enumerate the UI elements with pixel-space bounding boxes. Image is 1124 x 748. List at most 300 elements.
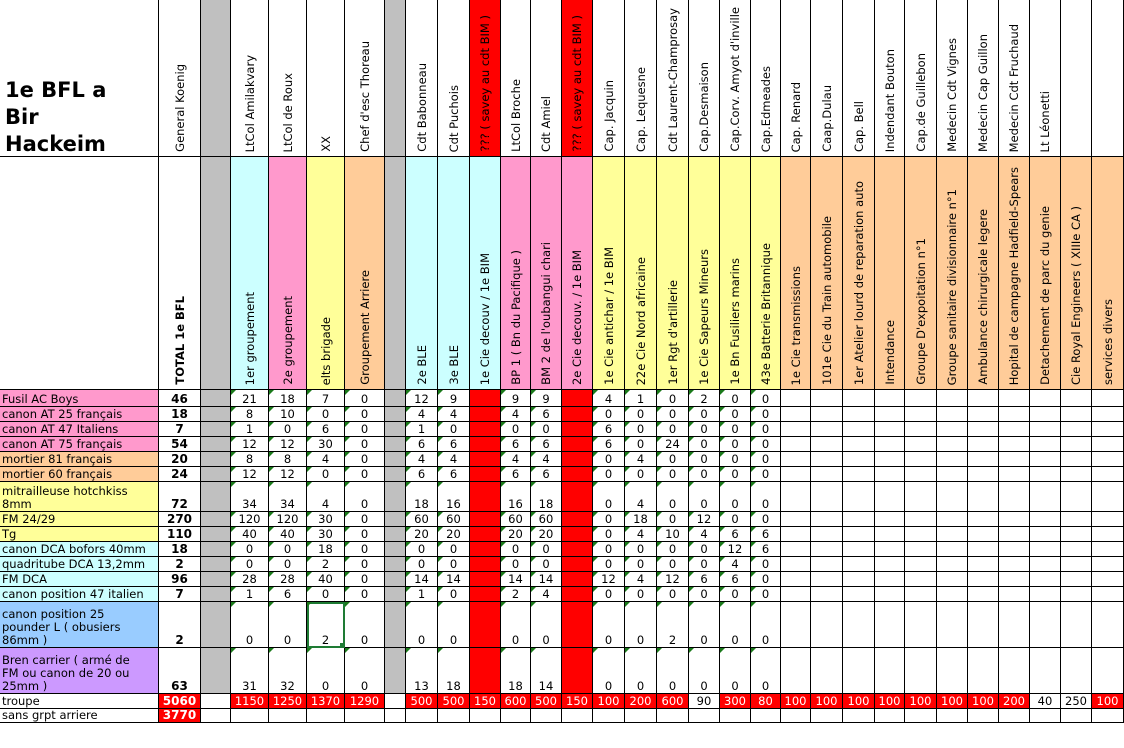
data-cell[interactable] (1061, 512, 1092, 527)
troupe-cell[interactable] (531, 694, 562, 709)
data-cell[interactable] (905, 572, 937, 587)
data-cell[interactable] (385, 390, 406, 407)
data-cell[interactable] (159, 602, 201, 648)
data-cell[interactable] (406, 587, 438, 602)
data-cell[interactable] (843, 648, 875, 694)
data-cell[interactable] (1061, 557, 1092, 572)
data-cell[interactable] (269, 482, 307, 512)
data-cell[interactable] (231, 512, 269, 527)
data-cell[interactable] (937, 557, 968, 572)
empty-cell[interactable] (345, 709, 385, 723)
data-cell[interactable] (689, 557, 720, 572)
troupe-cell[interactable] (720, 694, 751, 709)
data-cell[interactable] (968, 437, 999, 452)
data-cell[interactable] (406, 527, 438, 542)
data-cell[interactable] (201, 452, 231, 467)
data-cell[interactable] (159, 527, 201, 542)
data-cell[interactable] (937, 527, 968, 542)
troupe-cell[interactable] (406, 694, 438, 709)
empty-cell[interactable] (501, 709, 531, 723)
data-cell[interactable] (562, 572, 593, 587)
data-cell[interactable] (905, 527, 937, 542)
empty-cell[interactable] (625, 709, 657, 723)
data-cell[interactable] (531, 572, 562, 587)
data-cell[interactable] (657, 602, 689, 648)
empty-cell[interactable] (385, 709, 406, 723)
data-cell[interactable] (159, 422, 201, 437)
data-cell[interactable] (501, 557, 531, 572)
data-cell[interactable] (201, 390, 231, 407)
data-cell[interactable] (159, 482, 201, 512)
data-cell[interactable] (905, 602, 937, 648)
troupe-cell[interactable] (593, 694, 625, 709)
data-cell[interactable] (438, 482, 470, 512)
data-cell[interactable] (811, 452, 843, 467)
data-cell[interactable] (937, 422, 968, 437)
data-cell[interactable] (843, 407, 875, 422)
data-cell[interactable] (406, 602, 438, 648)
data-cell[interactable] (905, 437, 937, 452)
data-cell[interactable] (751, 587, 781, 602)
data-cell[interactable] (201, 602, 231, 648)
data-cell[interactable] (201, 572, 231, 587)
data-cell[interactable] (720, 572, 751, 587)
data-cell[interactable] (1092, 422, 1124, 437)
data-cell[interactable] (1061, 437, 1092, 452)
data-cell[interactable] (937, 602, 968, 648)
data-cell[interactable] (751, 648, 781, 694)
data-cell[interactable] (345, 437, 385, 452)
data-cell[interactable] (501, 437, 531, 452)
data-cell[interactable] (531, 512, 562, 527)
data-cell[interactable] (438, 437, 470, 452)
data-cell[interactable] (562, 390, 593, 407)
sans-cell[interactable] (159, 709, 201, 723)
data-cell[interactable] (657, 482, 689, 512)
data-cell[interactable] (345, 542, 385, 557)
data-cell[interactable] (720, 452, 751, 467)
data-cell[interactable] (999, 527, 1030, 542)
data-cell[interactable] (501, 512, 531, 527)
data-cell[interactable] (385, 602, 406, 648)
data-cell[interactable] (406, 437, 438, 452)
data-cell[interactable] (1030, 482, 1061, 512)
data-cell[interactable] (1061, 542, 1092, 557)
data-cell[interactable] (562, 482, 593, 512)
data-cell[interactable] (999, 390, 1030, 407)
data-cell[interactable] (937, 587, 968, 602)
troupe-cell[interactable] (1061, 694, 1092, 709)
data-cell[interactable] (1061, 587, 1092, 602)
data-cell[interactable] (231, 452, 269, 467)
data-cell[interactable] (781, 437, 811, 452)
data-cell[interactable] (751, 527, 781, 542)
data-cell[interactable] (781, 542, 811, 557)
data-cell[interactable] (781, 467, 811, 482)
data-cell[interactable] (593, 542, 625, 557)
data-cell[interactable] (843, 437, 875, 452)
data-cell[interactable] (593, 602, 625, 648)
empty-cell[interactable] (811, 709, 843, 723)
data-cell[interactable] (470, 390, 501, 407)
data-cell[interactable] (625, 482, 657, 512)
data-cell[interactable] (875, 648, 905, 694)
data-cell[interactable] (345, 587, 385, 602)
data-cell[interactable] (531, 648, 562, 694)
data-cell[interactable] (781, 390, 811, 407)
data-cell[interactable] (1092, 648, 1124, 694)
data-cell[interactable] (1061, 572, 1092, 587)
data-cell[interactable] (345, 482, 385, 512)
data-cell[interactable] (751, 452, 781, 467)
data-cell[interactable] (843, 482, 875, 512)
troupe-cell[interactable] (269, 694, 307, 709)
data-cell[interactable] (968, 527, 999, 542)
data-cell[interactable] (345, 557, 385, 572)
data-cell[interactable] (593, 527, 625, 542)
data-cell[interactable] (231, 572, 269, 587)
data-cell[interactable] (720, 390, 751, 407)
data-cell[interactable] (231, 542, 269, 557)
data-cell[interactable] (1061, 422, 1092, 437)
data-cell[interactable] (345, 512, 385, 527)
data-cell[interactable] (307, 602, 345, 648)
data-cell[interactable] (999, 512, 1030, 527)
data-cell[interactable] (307, 648, 345, 694)
empty-cell[interactable] (307, 709, 345, 723)
data-cell[interactable] (201, 587, 231, 602)
data-cell[interactable] (781, 482, 811, 512)
data-cell[interactable] (385, 542, 406, 557)
data-cell[interactable] (968, 542, 999, 557)
data-cell[interactable] (307, 467, 345, 482)
data-cell[interactable] (781, 587, 811, 602)
data-cell[interactable] (625, 587, 657, 602)
data-cell[interactable] (1092, 390, 1124, 407)
data-cell[interactable] (1030, 572, 1061, 587)
data-cell[interactable] (307, 587, 345, 602)
data-cell[interactable] (531, 557, 562, 572)
data-cell[interactable] (531, 390, 562, 407)
data-cell[interactable] (781, 407, 811, 422)
data-cell[interactable] (937, 542, 968, 557)
data-cell[interactable] (968, 557, 999, 572)
data-cell[interactable] (406, 512, 438, 527)
data-cell[interactable] (811, 602, 843, 648)
data-cell[interactable] (531, 602, 562, 648)
data-cell[interactable] (201, 648, 231, 694)
data-cell[interactable] (562, 587, 593, 602)
data-cell[interactable] (999, 602, 1030, 648)
data-cell[interactable] (999, 482, 1030, 512)
data-cell[interactable] (501, 587, 531, 602)
data-cell[interactable] (811, 587, 843, 602)
data-cell[interactable] (1092, 542, 1124, 557)
data-cell[interactable] (345, 602, 385, 648)
data-cell[interactable] (999, 572, 1030, 587)
data-cell[interactable] (307, 452, 345, 467)
data-cell[interactable] (385, 572, 406, 587)
data-cell[interactable] (811, 407, 843, 422)
data-cell[interactable] (307, 482, 345, 512)
data-cell[interactable] (406, 422, 438, 437)
data-cell[interactable] (406, 572, 438, 587)
troupe-cell[interactable] (1092, 694, 1124, 709)
data-cell[interactable] (501, 467, 531, 482)
data-cell[interactable] (751, 467, 781, 482)
data-cell[interactable] (751, 482, 781, 512)
data-cell[interactable] (1030, 437, 1061, 452)
data-cell[interactable] (269, 527, 307, 542)
data-cell[interactable] (937, 572, 968, 587)
data-cell[interactable] (231, 587, 269, 602)
data-cell[interactable] (231, 407, 269, 422)
data-cell[interactable] (720, 587, 751, 602)
data-cell[interactable] (751, 602, 781, 648)
data-cell[interactable] (811, 467, 843, 482)
data-cell[interactable] (657, 572, 689, 587)
data-cell[interactable] (269, 542, 307, 557)
data-cell[interactable] (657, 648, 689, 694)
data-cell[interactable] (307, 407, 345, 422)
data-cell[interactable] (159, 557, 201, 572)
data-cell[interactable] (531, 587, 562, 602)
data-cell[interactable] (201, 407, 231, 422)
data-cell[interactable] (720, 602, 751, 648)
data-cell[interactable] (625, 437, 657, 452)
data-cell[interactable] (625, 527, 657, 542)
data-cell[interactable] (625, 422, 657, 437)
empty-cell[interactable] (201, 709, 231, 723)
data-cell[interactable] (269, 407, 307, 422)
data-cell[interactable] (999, 452, 1030, 467)
data-cell[interactable] (593, 572, 625, 587)
data-cell[interactable] (470, 482, 501, 512)
data-cell[interactable] (593, 390, 625, 407)
empty-cell[interactable] (968, 709, 999, 723)
data-cell[interactable] (345, 452, 385, 467)
empty-cell[interactable] (905, 709, 937, 723)
data-cell[interactable] (269, 390, 307, 407)
data-cell[interactable] (657, 437, 689, 452)
data-cell[interactable] (875, 452, 905, 467)
data-cell[interactable] (470, 512, 501, 527)
data-cell[interactable] (201, 467, 231, 482)
data-cell[interactable] (843, 452, 875, 467)
troupe-cell[interactable] (345, 694, 385, 709)
data-cell[interactable] (385, 527, 406, 542)
troupe-cell[interactable] (201, 694, 231, 709)
data-cell[interactable] (689, 587, 720, 602)
data-cell[interactable] (625, 512, 657, 527)
data-cell[interactable] (501, 602, 531, 648)
data-cell[interactable] (720, 437, 751, 452)
data-cell[interactable] (1030, 542, 1061, 557)
data-cell[interactable] (1030, 407, 1061, 422)
data-cell[interactable] (689, 452, 720, 467)
data-cell[interactable] (593, 648, 625, 694)
data-cell[interactable] (501, 422, 531, 437)
empty-cell[interactable] (875, 709, 905, 723)
data-cell[interactable] (231, 648, 269, 694)
data-cell[interactable] (385, 557, 406, 572)
data-cell[interactable] (875, 482, 905, 512)
data-cell[interactable] (438, 452, 470, 467)
data-cell[interactable] (406, 648, 438, 694)
data-cell[interactable] (720, 422, 751, 437)
data-cell[interactable] (689, 390, 720, 407)
data-cell[interactable] (968, 572, 999, 587)
data-cell[interactable] (999, 648, 1030, 694)
data-cell[interactable] (875, 527, 905, 542)
troupe-cell[interactable] (843, 694, 875, 709)
data-cell[interactable] (159, 437, 201, 452)
data-cell[interactable] (531, 482, 562, 512)
troupe-cell[interactable] (689, 694, 720, 709)
data-cell[interactable] (875, 390, 905, 407)
troupe-cell[interactable] (811, 694, 843, 709)
empty-cell[interactable] (720, 709, 751, 723)
data-cell[interactable] (689, 437, 720, 452)
data-cell[interactable] (905, 587, 937, 602)
data-cell[interactable] (231, 557, 269, 572)
data-cell[interactable] (625, 390, 657, 407)
data-cell[interactable] (875, 557, 905, 572)
data-cell[interactable] (999, 557, 1030, 572)
data-cell[interactable] (875, 602, 905, 648)
data-cell[interactable] (531, 452, 562, 467)
data-cell[interactable] (843, 557, 875, 572)
data-cell[interactable] (593, 482, 625, 512)
data-cell[interactable] (625, 557, 657, 572)
data-cell[interactable] (937, 407, 968, 422)
data-cell[interactable] (751, 437, 781, 452)
data-cell[interactable] (345, 527, 385, 542)
data-cell[interactable] (689, 482, 720, 512)
empty-cell[interactable] (689, 709, 720, 723)
data-cell[interactable] (345, 467, 385, 482)
data-cell[interactable] (1030, 648, 1061, 694)
data-cell[interactable] (593, 437, 625, 452)
data-cell[interactable] (843, 467, 875, 482)
data-cell[interactable] (968, 512, 999, 527)
data-cell[interactable] (1092, 587, 1124, 602)
data-cell[interactable] (269, 602, 307, 648)
data-cell[interactable] (307, 542, 345, 557)
data-cell[interactable] (1030, 557, 1061, 572)
data-cell[interactable] (905, 648, 937, 694)
data-cell[interactable] (438, 467, 470, 482)
data-cell[interactable] (269, 437, 307, 452)
data-cell[interactable] (470, 542, 501, 557)
data-cell[interactable] (937, 452, 968, 467)
data-cell[interactable] (937, 437, 968, 452)
data-cell[interactable] (999, 422, 1030, 437)
empty-cell[interactable] (231, 709, 269, 723)
data-cell[interactable] (531, 527, 562, 542)
data-cell[interactable] (562, 407, 593, 422)
empty-cell[interactable] (999, 709, 1030, 723)
data-cell[interactable] (231, 390, 269, 407)
data-cell[interactable] (751, 422, 781, 437)
data-cell[interactable] (625, 407, 657, 422)
data-cell[interactable] (159, 407, 201, 422)
data-cell[interactable] (811, 390, 843, 407)
data-cell[interactable] (1092, 602, 1124, 648)
data-cell[interactable] (406, 467, 438, 482)
data-cell[interactable] (385, 648, 406, 694)
data-cell[interactable] (501, 648, 531, 694)
data-cell[interactable] (1092, 452, 1124, 467)
empty-cell[interactable] (1061, 709, 1092, 723)
troupe-cell[interactable] (159, 694, 201, 709)
data-cell[interactable] (625, 542, 657, 557)
data-cell[interactable] (1030, 602, 1061, 648)
data-cell[interactable] (593, 452, 625, 467)
data-cell[interactable] (1061, 482, 1092, 512)
data-cell[interactable] (720, 482, 751, 512)
data-cell[interactable] (843, 587, 875, 602)
data-cell[interactable] (201, 542, 231, 557)
data-cell[interactable] (781, 557, 811, 572)
empty-cell[interactable] (1092, 709, 1124, 723)
data-cell[interactable] (438, 557, 470, 572)
data-cell[interactable] (937, 390, 968, 407)
data-cell[interactable] (159, 467, 201, 482)
data-cell[interactable] (1061, 407, 1092, 422)
data-cell[interactable] (689, 602, 720, 648)
troupe-cell[interactable] (307, 694, 345, 709)
data-cell[interactable] (438, 587, 470, 602)
data-cell[interactable] (593, 587, 625, 602)
data-cell[interactable] (501, 572, 531, 587)
data-cell[interactable] (1092, 557, 1124, 572)
data-cell[interactable] (1061, 648, 1092, 694)
troupe-cell[interactable] (501, 694, 531, 709)
data-cell[interactable] (689, 407, 720, 422)
data-cell[interactable] (307, 422, 345, 437)
data-cell[interactable] (531, 542, 562, 557)
troupe-cell[interactable] (968, 694, 999, 709)
data-cell[interactable] (625, 452, 657, 467)
data-cell[interactable] (751, 572, 781, 587)
data-cell[interactable] (937, 648, 968, 694)
data-cell[interactable] (657, 527, 689, 542)
data-cell[interactable] (159, 452, 201, 467)
troupe-cell[interactable] (385, 694, 406, 709)
data-cell[interactable] (811, 542, 843, 557)
data-cell[interactable] (1092, 437, 1124, 452)
data-cell[interactable] (593, 557, 625, 572)
data-cell[interactable] (751, 407, 781, 422)
data-cell[interactable] (657, 512, 689, 527)
data-cell[interactable] (968, 452, 999, 467)
data-cell[interactable] (269, 572, 307, 587)
data-cell[interactable] (625, 467, 657, 482)
data-cell[interactable] (875, 437, 905, 452)
data-cell[interactable] (307, 557, 345, 572)
data-cell[interactable] (720, 648, 751, 694)
data-cell[interactable] (875, 587, 905, 602)
data-cell[interactable] (999, 407, 1030, 422)
troupe-cell[interactable] (905, 694, 937, 709)
data-cell[interactable] (1030, 422, 1061, 437)
data-cell[interactable] (968, 587, 999, 602)
data-cell[interactable] (811, 437, 843, 452)
data-cell[interactable] (1030, 512, 1061, 527)
data-cell[interactable] (937, 512, 968, 527)
data-cell[interactable] (385, 482, 406, 512)
